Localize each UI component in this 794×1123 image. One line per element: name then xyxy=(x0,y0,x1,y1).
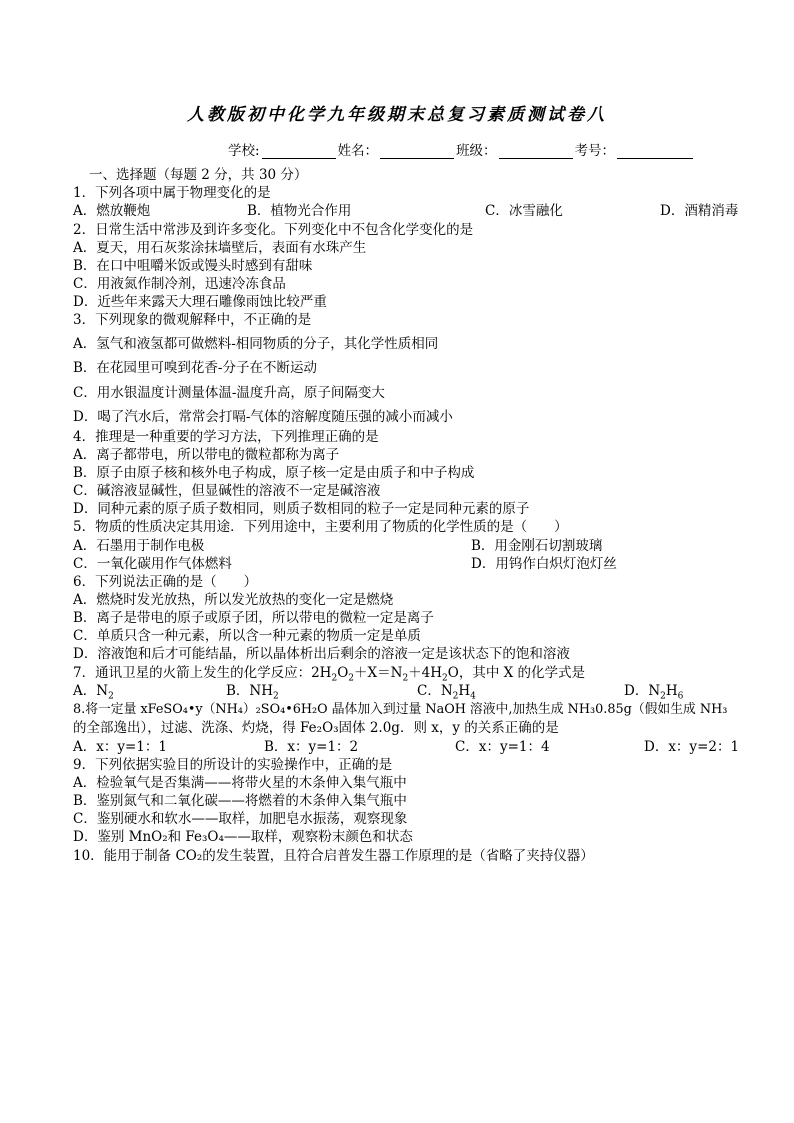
class-blank[interactable] xyxy=(499,144,573,159)
q1-option-c: C．冰雪融化 xyxy=(485,203,563,219)
q7-stem-part: ＋X＝N xyxy=(354,665,403,681)
question-1-options xyxy=(73,202,753,220)
q3-option-a: A．氢气和液氢都可做燃料-相同物质的分子，其化学性质相同 xyxy=(73,336,439,352)
question-8-stem-line1: 8.将一定量 xFeSO₄•y（NH₄）₂SO₄•6H₂O 晶体加入到过量 NaOH 溶液中,加热生成 NH₃0.85g（假如生成 NH₃ xyxy=(73,702,728,717)
page-title: 人教版初中化学九年级期末总复习素质测试卷八 xyxy=(187,105,607,125)
class-label: 班级： xyxy=(456,143,497,159)
question-5-options-row1 xyxy=(73,537,753,555)
q8-option-d: D．x：y=2：1 xyxy=(644,739,740,755)
q7-stem-sub: 2 xyxy=(402,673,409,684)
q7-option-c-sub2: 4 xyxy=(470,691,476,702)
q4-option-b: B．原子由原子核和核外电子构成，原子核一定是由质子和中子构成 xyxy=(73,465,475,481)
q8-option-a: A．x：y=1：1 xyxy=(73,739,167,755)
q7-stem-sub: 2 xyxy=(442,673,448,684)
name-blank[interactable] xyxy=(380,144,454,159)
q4-option-a: A．离子都带电，所以带电的微粒都称为离子 xyxy=(73,447,340,463)
number-label: 考号： xyxy=(574,143,616,159)
q6-option-b: B．离子是带电的原子或原子团，所以带电的微粒一定是离子 xyxy=(73,610,434,626)
q6-option-a: A．燃烧时发光放热，所以发光放热的变化一定是燃烧 xyxy=(73,592,394,608)
question-8-options xyxy=(73,738,753,756)
question-2-stem: 2．日常生活中常涉及到许多变化。下列变化中不包含化学变化的是 xyxy=(73,222,474,238)
q1-option-d: D．酒精消毒 xyxy=(660,203,739,219)
q1-option-b: B．植物光合作用 xyxy=(247,203,352,219)
name-label: 姓名： xyxy=(337,143,379,159)
q7-stem-part: O，其中 X 的化学式是 xyxy=(447,665,586,681)
q5-option-c: C．一氧化碳用作气体燃料 xyxy=(73,556,232,572)
q7-stem-part: 7．通讯卫星的火箭上发生的化学反应：2H xyxy=(73,665,332,681)
q7-option-c-sub: 2 xyxy=(452,691,459,702)
q3-option-d: D．喝了汽水后，常常会打嗝-气体的溶解度随压强的减小而减小 xyxy=(73,409,453,425)
q8-option-b: B．x：y=1：2 xyxy=(264,739,359,755)
question-7-options xyxy=(73,682,753,700)
q7-option-c-tail: H xyxy=(458,683,471,699)
q7-option-b xyxy=(226,682,279,700)
q7-option-a-sub: 2 xyxy=(108,691,114,702)
question-7-stem xyxy=(73,664,585,682)
q2-option-d: D．近些年来露天大理石雕像雨蚀比较严重 xyxy=(73,294,327,310)
q2-option-a: A．夏天，用石灰浆涂抹墙壁后，表面有水珠产生 xyxy=(73,240,367,256)
school-label: 学校: xyxy=(228,143,260,159)
question-3-stem: 3．下列现象的微观解释中，不正确的是 xyxy=(73,312,312,328)
q2-option-c: C．用液氮作制冷剂，迅速冷冻食品 xyxy=(73,276,286,292)
q3-option-c: C．用水银温度计测量体温-温度升高，原子间隔变大 xyxy=(73,385,385,401)
q7-option-a-text: A．N xyxy=(73,683,109,699)
q8-option-c: C．x：y=1：4 xyxy=(455,739,550,755)
q3-option-b: B．在花园里可嗅到花香-分子在不断运动 xyxy=(73,360,317,376)
q7-stem-part: ＋4H xyxy=(408,665,443,681)
q9-option-b: B．鉴别氮气和二氧化碳——将燃着的木条伸入集气瓶中 xyxy=(73,793,407,809)
q5-option-d: D．用钨作白炽灯泡灯丝 xyxy=(471,556,617,572)
q5-option-b: B．用金刚石切割玻璃 xyxy=(471,538,603,554)
question-1-stem: 1．下列各项中属于物理变化的是 xyxy=(73,185,271,201)
school-blank[interactable] xyxy=(262,144,336,159)
q7-option-d-tail: H xyxy=(665,683,678,699)
q6-option-d: D．溶液饱和后才可能结晶，所以晶体析出后剩余的溶液一定是该状态下的饱和溶液 xyxy=(73,646,570,662)
q7-option-c-text: C．N xyxy=(417,683,453,699)
q6-option-c: C．单质只含一种元素，所以含一种元素的物质一定是单质 xyxy=(73,628,421,644)
question-6-stem: 6．下列说法正确的是（ ） xyxy=(73,574,258,590)
question-8-stem-line2: 的全部逸出），过滤、洗涤、灼烧，得 Fe₂O₃固体 2.0g．则 x，y 的关系正确的是 xyxy=(73,720,559,736)
q4-option-c: C．碱溶液显碱性，但显碱性的溶液不一定是碱溶液 xyxy=(73,483,381,499)
q7-option-a xyxy=(73,682,114,700)
q9-option-d: D．鉴别 MnO₂和 Fe₃O₄——取样，观察粉末颜色和状态 xyxy=(73,829,413,845)
question-5-stem: 5．物质的性质决定其用途．下列用途中，主要利用了物质的化学性质的是（ ） xyxy=(73,519,568,535)
q5-option-a: A．石墨用于制作电极 xyxy=(73,538,205,554)
question-4-stem: 4．推理是一种重要的学习方法，下列推理正确的是 xyxy=(73,429,379,445)
section-heading: 一、选择题（每题 2 分，共 30 分） xyxy=(89,167,308,183)
q9-option-c: C．鉴别硬水和软水——取样，加肥皂水振荡，观察现象 xyxy=(73,811,408,827)
question-10-stem: 10．能用于制备 CO₂的发生装置，且符合启普发生器工作原理的是（省略了夹持仪器） xyxy=(73,848,594,864)
q7-stem-sub: 2 xyxy=(348,673,354,684)
q7-option-d-sub: 2 xyxy=(660,691,666,702)
q7-option-c xyxy=(417,682,476,700)
q2-option-b: B．在口中咀嚼米饭或馒头时感到有甜味 xyxy=(73,258,313,274)
q9-option-a: A．检验氧气是否集满——将带火星的木条伸入集气瓶中 xyxy=(73,775,407,791)
q7-option-d-sub2: 6 xyxy=(677,691,684,702)
q4-option-d: D．同种元素的原子质子数相同，则质子数相同的粒子一定是同种元素的原子 xyxy=(73,501,530,517)
q7-option-d-text: D．N xyxy=(624,683,661,699)
student-info-line xyxy=(228,139,695,159)
q7-option-d xyxy=(624,682,683,700)
number-blank[interactable] xyxy=(617,144,693,159)
q7-option-b-text: B．NH xyxy=(226,683,274,699)
q1-option-a: A．燃放鞭炮 xyxy=(73,203,151,219)
q7-stem-part: O xyxy=(337,665,349,681)
question-9-stem: 9．下列依据实验目的所设计的实验操作中，正确的是 xyxy=(73,757,393,773)
question-5-options-row2 xyxy=(73,555,753,573)
q7-stem-sub: 2 xyxy=(331,673,338,684)
q7-option-b-sub: 2 xyxy=(273,691,279,702)
